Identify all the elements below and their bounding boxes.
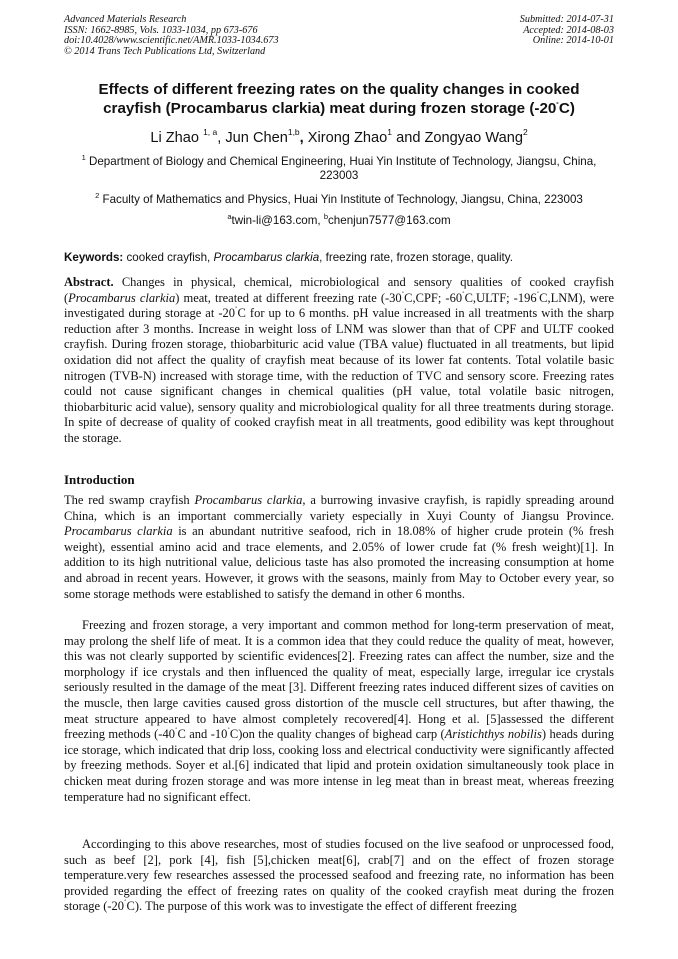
abstract-italic: Procambarus clarkia (68, 290, 176, 305)
author-sup: 1, a (203, 127, 218, 137)
section-heading: Introduction (64, 472, 135, 487)
paragraph-italic: Procambarus clarkia (64, 524, 173, 539)
affiliation-2-text: Faculty of Mathematics and Physics, Huai Yin Institute of Technology, Jiangsu, China, 223003 (99, 193, 583, 206)
abstract-text: ) meat, treated at different freezing rate (-30 (175, 290, 402, 305)
paragraph-text: ) heads during ice storage, which indicated that drip loss, cooking loss and electrical conductivity were significantly affected by freezing methods. Soyer et al.[6] indicated that lipid and protein oxidation simultaneously took place in chicken meat during frozen storage and was more intense in leg meat than in breast meat, whereas freezing temperature had no significant effect. (64, 727, 614, 804)
abstract-text: C for up to 6 months. pH value increased in all treatments with the sharp reduction after 3 months. Increase in weight loss of LNM was slower than that of CPF and ULTF cooked crayfish. During frozen storage, thiobarbituric acid value (TBA value) fluctuated in all treatments, but lipid oxidation did not affect the quality of crayfish meat because of its lower fat contents. Total volatile basic nitrogen (TVB-N) increased with storage time, with the reduction of TVC and sensory score. Freezing rates could not cause significant changes in chemical qualities (pH value, total volatile basic nitrogen, thiobarbituric acid value), sensory quality and microbiological quality for all three treatments during storage. In spite of decrease of quality of cooked crayfish meat in all treatments, good edibility was kept throughout the storage. (64, 306, 614, 445)
paragraph-text: C)on the quality changes of bighead carp ( (229, 727, 445, 742)
author-name: Xirong Zhao (307, 130, 388, 146)
abstract-text: C,CPF; -60 (404, 290, 463, 305)
degree-sign: ˚ (401, 289, 405, 299)
title-line-2-end: C) (558, 100, 575, 117)
paragraph-text: C). The purpose of this work was to investigate the effect of different freezing (126, 899, 517, 914)
doi-line: doi:10.4028/www.scientific.net/AMR.1033-1034.673 (64, 35, 279, 46)
paragraph-italic: Aristichthys nobilis (444, 727, 542, 742)
intro-paragraph-3 (64, 837, 614, 915)
paragraph-text: , a burrowing invasive crayfish, is rapidly spreading around China, which is an important commercially variety especially in Xuyi County of Jiangsu Province. (64, 493, 615, 523)
author-separator: , (299, 130, 308, 146)
online-date: Online: 2014-10-01 (532, 35, 614, 46)
issn-line: ISSN: 1662-8985, Vols. 1033-1034, pp 673-676 (64, 24, 258, 36)
affiliation-1-line-1: Department of Biology and Chemical Engineering, Huai Yin Institute of Technology, Jiangsu, China, (85, 155, 597, 168)
title-line-2 (64, 99, 614, 118)
abstract-text: C,ULTF; -196 (464, 290, 537, 305)
affiliation-sup: 2 (95, 191, 100, 200)
affiliation-sup: 1 (81, 153, 86, 162)
author-sup: 2 (522, 127, 528, 137)
author-list (64, 129, 614, 147)
email-sup: b (323, 212, 328, 221)
degree-sign: ˚ (235, 305, 238, 315)
paragraph-italic: Procambarus clarkia (194, 493, 303, 507)
journal-header-right (520, 15, 614, 47)
paragraph-text: is an abundant nutritive seafood, rich in 18.08% of higher crude protein (% fresh weight), essential amino acid and trace elements, and 2.05% of lower crude fat (% fresh weight)[1]. In addition to its high nutritional value, delicious taste has also promoted the increasing consumption at home and abroad in recent years. However, it grows with the seasons, mainly from May to October every year, so some storage methods were established to satisfy the demand in other 6 months. (64, 524, 614, 601)
keywords-line (64, 251, 614, 265)
email-a: twin-li@163.com, (231, 214, 324, 227)
abstract-text: C,LNM), were investigated during storage at -20 (64, 290, 614, 321)
degree-sign: ˚ (462, 289, 465, 299)
author-name: Li Zhao (150, 130, 204, 146)
submitted-date: Submitted: 2014-07-31 (519, 14, 614, 25)
abstract (64, 275, 614, 447)
paragraph-text: Freezing and frozen storage, a very important and common method for long-term preservation of meat, may prolong the shelf life of meat. It is a common idea that they could reduce the quality of meat, however, this was not clearly supported by scientific evidences[2]. Freezing rates can affect the number, size and the morphology if ice crystals and then influenced the quality of meat, especially large, irregular ice crystals seriously resulted in the damage of the meat [3]. Different freezing rates induced different sizes of cavities on the muscle, then large cavities caused gross distortion of the muscle cell structures, but after thawing, the meat structure appeared to have almost completely recovered[4]. Hong et al. [5]assessed the different freezing methods (-40 (64, 618, 614, 742)
abstract-label: Abstract. (64, 275, 114, 289)
affiliation-2 (64, 193, 614, 207)
intro-paragraph-2 (64, 618, 614, 805)
keywords-italic: Procambarus clarkia (213, 251, 320, 264)
journal-header-left (64, 15, 279, 57)
degree-sign: ˚ (174, 726, 178, 736)
author-name: Zongyao Wang (424, 130, 523, 146)
abstract-text: Changes in physical, chemical, microbiological and sensory qualities of cooked crayfish ( (64, 275, 614, 305)
author-name: Jun Chen (225, 130, 288, 146)
degree-sign: ˚ (536, 289, 540, 299)
keywords-label: Keywords: (64, 251, 124, 264)
degree-sign: ˚ (124, 898, 127, 908)
paragraph-text: The red swamp crayfish (64, 493, 195, 507)
journal-name: Advanced Materials Research (64, 14, 187, 25)
author-separator: , (217, 130, 226, 146)
affiliation-1 (64, 155, 614, 183)
degree-sign: ˚ (227, 726, 230, 736)
title-line-1: Effects of different freezing rates on the quality changes in cooked (98, 81, 580, 98)
affiliation-1-line-2: 223003 (319, 169, 359, 182)
keywords-text: , freezing rate, frozen storage, quality. (319, 251, 513, 264)
author-separator: and (392, 130, 425, 146)
author-sup: 1 (387, 127, 393, 137)
paragraph-text: Accordinging to this above researches, most of studies focused on the live seafood or unprocessed food, such as beef [2], pork [4], fish [5],chicken meat[6], crab[7] and on the effect of frozen storage temperature.very few researches assessed the processed seafood and freezing rate, no information has been provided regarding the effect of freezing rates on quality of the cooked crayfish meat during the frozen storage (-20 (64, 837, 614, 914)
paragraph-text: C and -10 (177, 727, 228, 742)
author-sup: 1,b (287, 127, 300, 137)
accepted-date: Accepted: 2014-08-03 (523, 24, 614, 36)
title-line-2-text: crayfish (Procambarus clarkia) meat during frozen storage (-20 (103, 100, 557, 117)
email-line (64, 214, 614, 228)
email-sup: a (227, 212, 232, 221)
intro-paragraph-1 (64, 493, 614, 602)
keywords-text: cooked crayfish, (123, 251, 214, 264)
degree-sign: ˚ (556, 101, 559, 110)
paper-title (64, 80, 614, 118)
copyright-line: © 2014 Trans Tech Publications Ltd, Switzerland (64, 45, 266, 57)
email-b: chenjun7577@163.com (328, 214, 451, 227)
